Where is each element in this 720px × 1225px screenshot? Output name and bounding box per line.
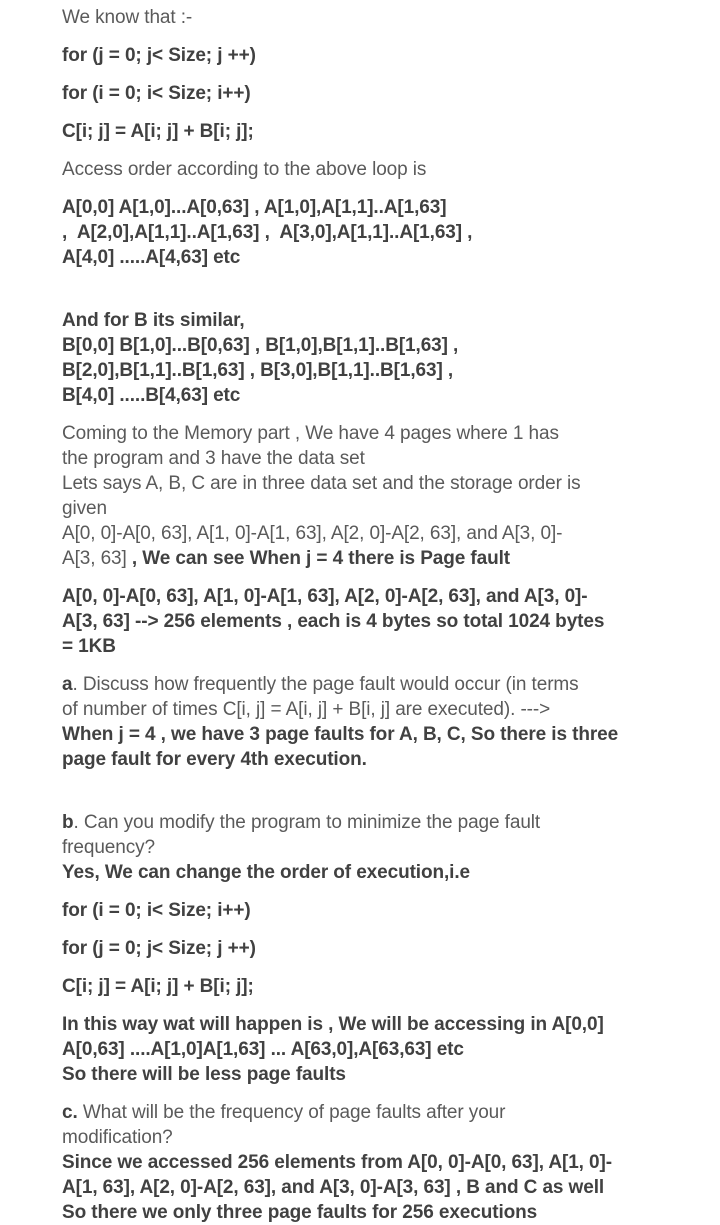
- paragraph-intro: [62, 5, 680, 30]
- text-segment: What will be the frequency of page faults after your: [77, 1102, 506, 1123]
- text-segment: We know that :-: [62, 7, 193, 28]
- text-segment: So there we only three page faults for 256 executions: [62, 1202, 538, 1223]
- text-segment: C[i; j] = A[i; j] + B[i; j];: [62, 121, 254, 142]
- text-segment: Since we accessed 256 elements from A[0, 0]-A[0, 63], A[1, 0]-: [62, 1152, 612, 1173]
- text-segment: , A[2,0],A[1,1]..A[1,63] , A[3,0],A[1,1]..A[1,63] ,: [62, 222, 473, 243]
- paragraph-code1-loop-j: [62, 43, 680, 68]
- text-segment: a: [62, 674, 73, 695]
- text-segment: A[3, 63]: [62, 548, 132, 569]
- text-segment: When j = 4 , we have 3 page faults for A, B, C, So there is three: [62, 724, 619, 745]
- paragraph-code1-loop-i: [62, 81, 680, 106]
- text-segment: Coming to the Memory part , We have 4 pages where 1 has: [62, 423, 559, 444]
- text-segment: the program and 3 have the data set: [62, 448, 365, 469]
- text-segment: B[0,0] B[1,0]...B[0,63] , B[1,0],B[1,1]..B[1,63] ,: [62, 335, 459, 356]
- text-segment: = 1KB: [62, 636, 116, 657]
- text-segment: for (j = 0; j< Size; j ++): [62, 45, 256, 66]
- paragraph-code2-loop-i: [62, 898, 680, 923]
- text-segment: A[0, 0]-A[0, 63], A[1, 0]-A[1, 63], A[2, 0]-A[2, 63], and A[3, 0]-: [62, 586, 588, 607]
- text-segment: given: [62, 498, 107, 519]
- text-segment: A[0,63] ....A[1,0]A[1,63] ... A[63,0],A[63,63] etc: [62, 1039, 464, 1060]
- text-segment: B[4,0] .....B[4,63] etc: [62, 385, 241, 406]
- text-segment: frequency?: [62, 837, 156, 858]
- paragraph-part-a: [62, 672, 680, 772]
- text-segment: B[2,0],B[1,1]..B[1,63] , B[3,0],B[1,1]..B[1,63] ,: [62, 360, 454, 381]
- text-segment: b: [62, 812, 74, 833]
- text-segment: for (i = 0; i< Size; i++): [62, 900, 251, 921]
- text-segment: C[i; j] = A[i; j] + B[i; j];: [62, 976, 254, 997]
- text-segment: . Discuss how frequently the page fault would occur (in terms: [72, 674, 579, 695]
- paragraph-modified-access-order: [62, 1012, 680, 1087]
- text-segment: c.: [62, 1102, 78, 1123]
- paragraph-access-order-intro: [62, 157, 680, 182]
- text-segment: In this way wat will happen is , We will be accessing in A[0,0]: [62, 1014, 604, 1035]
- text-segment: Lets says A, B, C are in three data set and the storage order is: [62, 473, 581, 494]
- text-segment: So there will be less page faults: [62, 1064, 346, 1085]
- text-segment: A[0, 0]-A[0, 63], A[1, 0]-A[1, 63], A[2, 0]-A[2, 63], and A[3, 0]-: [62, 523, 563, 544]
- text-segment: . Can you modify the program to minimize the page fault: [73, 812, 541, 833]
- paragraph-memory-explanation: [62, 421, 680, 571]
- text-segment: modification?: [62, 1127, 173, 1148]
- paragraph-access-order-a: [62, 195, 680, 270]
- paragraph-size-calculation: [62, 584, 680, 659]
- paragraph-access-order-b: [62, 308, 680, 408]
- text-segment: of number of times C[i, j] = A[i, j] + B[i, j] are executed). --->: [62, 699, 551, 720]
- text-segment: Access order according to the above loop is: [62, 159, 427, 180]
- text-segment: A[0,0] A[1,0]...A[0,63] , A[1,0],A[1,1]..A[1,63]: [62, 197, 447, 218]
- paragraph-part-b: [62, 810, 680, 885]
- text-segment: A[3, 63] --> 256 elements , each is 4 bytes so total 1024 bytes: [62, 611, 605, 632]
- text-segment: , We can see When j = 4 there is Page fault: [131, 548, 510, 569]
- paragraph-part-c: [62, 1100, 680, 1225]
- paragraph-code1-assignment: [62, 119, 680, 144]
- paragraph-code2-loop-j: [62, 936, 680, 961]
- paragraph-code2-assignment: [62, 974, 680, 999]
- text-segment: A[1, 63], A[2, 0]-A[2, 63], and A[3, 0]-A[3, 63] , B and C as well: [62, 1177, 605, 1198]
- text-segment: And for B its similar,: [62, 310, 245, 331]
- text-segment: Yes, We can change the order of execution,i.e: [62, 862, 470, 883]
- text-segment: page fault for every 4th execution.: [62, 749, 367, 770]
- text-segment: A[4,0] .....A[4,63] etc: [62, 247, 241, 268]
- text-segment: for (j = 0; j< Size; j ++): [62, 938, 256, 959]
- text-segment: for (i = 0; i< Size; i++): [62, 83, 251, 104]
